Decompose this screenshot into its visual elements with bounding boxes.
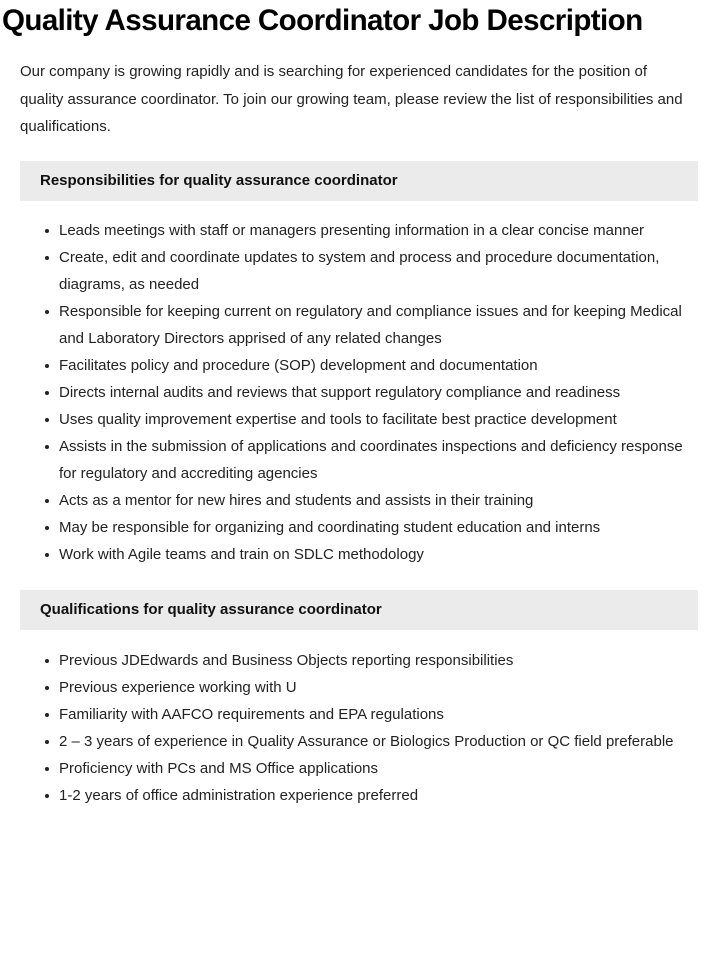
list-item: Create, edit and coordinate updates to system and process and procedure documentation, diagrams, as needed — [0, 244, 720, 298]
list-item: May be responsible for organizing and coordinating student education and interns — [0, 514, 720, 541]
list-item: 2 – 3 years of experience in Quality Assurance or Biologics Production or QC field preferable — [0, 728, 720, 755]
intro-paragraph: Our company is growing rapidly and is searching for experienced candidates for the position of quality assurance coordinator. To join our growing team, please review the list of responsibilities and qualifications. — [20, 63, 683, 135]
list-item: Leads meetings with staff or managers presenting information in a clear concise manner — [0, 217, 720, 244]
list-item: Directs internal audits and reviews that support regulatory compliance and readiness — [0, 379, 720, 406]
list-item: Previous JDEdwards and Business Objects reporting responsibilities — [0, 647, 720, 674]
section-header-responsibilities: Responsibilities for quality assurance coordinator — [20, 161, 698, 201]
list-item: Familiarity with AAFCO requirements and EPA regulations — [0, 701, 720, 728]
list-item: Work with Agile teams and train on SDLC methodology — [0, 541, 720, 568]
list-item: 1-2 years of office administration experience preferred — [0, 782, 720, 809]
list-item: Assists in the submission of applications and coordinates inspections and deficiency response for regulatory and accrediting agencies — [0, 433, 720, 487]
page-title: Quality Assurance Coordinator Job Description — [1, 4, 643, 37]
list-item: Acts as a mentor for new hires and students and assists in their training — [0, 487, 720, 514]
section-qualifications — [0, 590, 720, 809]
list-item: Facilitates policy and procedure (SOP) development and documentation — [0, 352, 720, 379]
list-item: Uses quality improvement expertise and tools to facilitate best practice development — [0, 406, 720, 433]
section-header-qualifications: Qualifications for quality assurance coordinator — [20, 590, 698, 630]
list-item: Responsible for keeping current on regulatory and compliance issues and for keeping Medical and Laboratory Directors apprised of any related changes — [0, 298, 720, 352]
qualifications-list — [0, 630, 720, 809]
responsibilities-list — [0, 201, 720, 568]
list-item: Previous experience working with U — [0, 674, 720, 701]
section-responsibilities — [0, 161, 720, 568]
list-item: Proficiency with PCs and MS Office applications — [0, 755, 720, 782]
